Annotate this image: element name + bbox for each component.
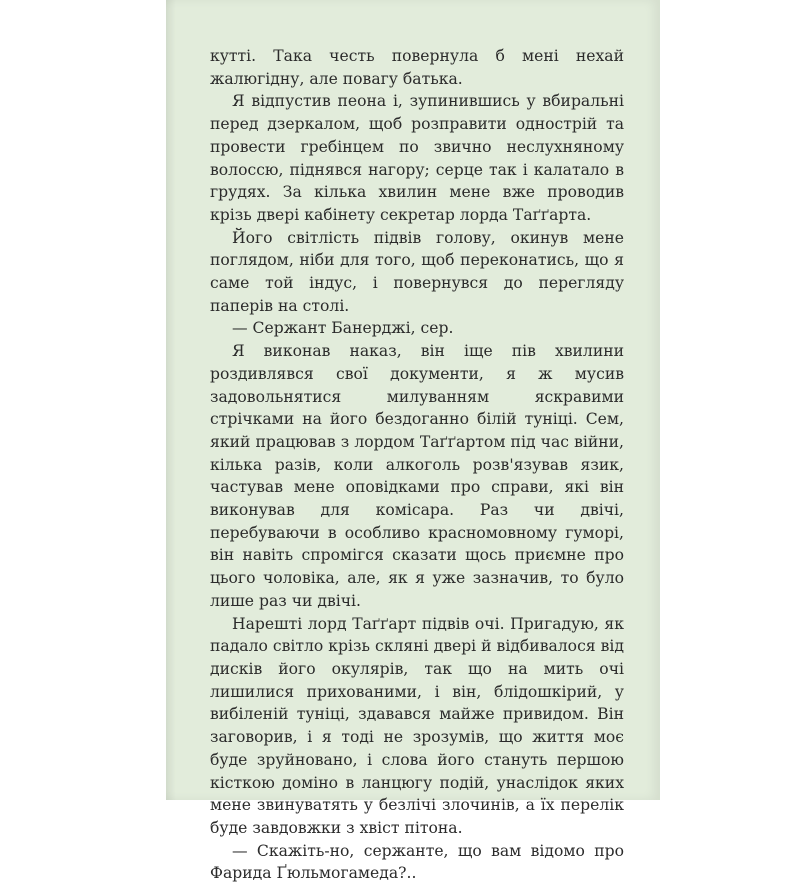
page-spine-shadow [166,0,176,800]
paragraph-6: Нарешті лорд Таґґарт підвів очі. Пригадую, як падало світло крізь скляні двері й відбивалося від дисків його окулярів, так що на мить очі лишилися прихованими, і він, блідошкірий, у вибіленій туніці, здавався майже привидом. Він заговорив, і я тоді не зрозумів, що життя моє буде зруйновано, і слова його стануть першою кісткою доміно в ланцюгу подій, унаслідок яких мене звинуватять у безлічі злочинів, а їх перелік буде завдовжки з хвіст пітона. [210,614,624,837]
paragraph-7: — Скажіть-но, сержанте, що вам відомо про Фарида Ґюльмогамеда?.. [210,841,624,883]
paragraph-2: Я відпустив пеона і, зупинившись у вбиральні перед дзеркалом, щоб розправити однострій та провести гребінцем по звично неслухняному волоссю, піднявся нагору; серце так і калатало в грудях. За кілька хвилин мене вже проводив крізь двері кабінету секретар лорда Таґґарта. [210,92,624,224]
paragraph-3: Його світлість підвів голову, окинув мене поглядом, ніби для того, щоб переконатись, що я саме той індус, і повернувся до перегляду паперів на столі. [210,228,624,315]
book-page [166,0,660,883]
page-text [210,45,624,885]
paragraph-4: — Сержант Банерджі, сер. [232,319,454,338]
paragraph-1: кутті. Така честь повернула б мені нехай жалюгідну, але повагу батька. [210,47,624,88]
paragraph-5: Я виконав наказ, він іще пів хвилини роздивлявся свої документи, я ж мусив задовольнятися милуванням яскравими стрічками на його бездоганно білій туніці. Сем, який працював з лордом Таґґартом під час війни, кілька разів, коли алкоголь розв'язував язик, частував мене оповідками про справи, які він виконував для комісара. Раз чи двічі, перебуваючи в особливо красномовному гуморі, він навіть спромігся сказати щось приємне про цього чоловіка, але, як я уже зазначив, то було лише раз чи двічі. [210,342,624,610]
